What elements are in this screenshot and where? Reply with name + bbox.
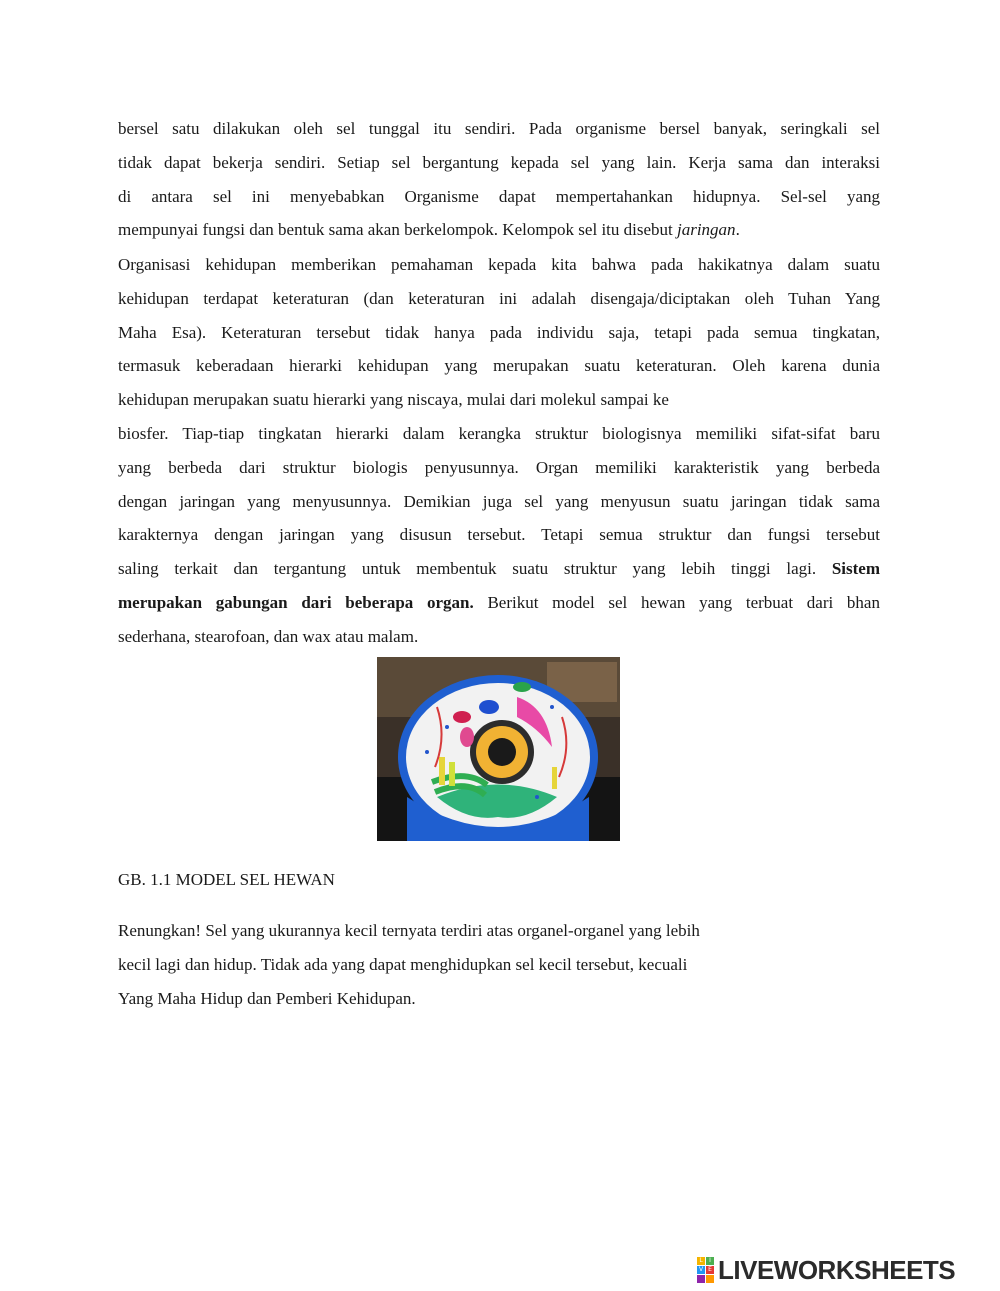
paragraph-life-organization bbox=[118, 248, 880, 417]
text-line: Maha Esa). Keteraturan tersebut tidak hanya pada individu saja, tetapi pada semua tingkatan, bbox=[118, 322, 880, 342]
bold-term: Sistem bbox=[831, 559, 880, 579]
bold-definition: merupakan gabungan dari beberapa organ. bbox=[118, 592, 474, 612]
logo-block: I bbox=[706, 1257, 714, 1265]
text-line: di antara sel ini menyebabkan Organisme dapat mempertahankan hidupnya. Sel-sel yang bbox=[118, 186, 880, 206]
text-line bbox=[118, 213, 880, 247]
cell-model-illustration bbox=[377, 657, 620, 841]
text-line: Yang Maha Hidup dan Pemberi Kehidupan. bbox=[118, 988, 416, 1008]
text-line: dengan jaringan yang menyusunnya. Demikian juga sel yang menyusun suatu jaringan tidak sama bbox=[118, 491, 880, 511]
text-line: Renungkan! Sel yang ukurannya kecil ternyata terdiri atas organel-organel yang lebih bbox=[118, 921, 700, 940]
logo-blocks-icon bbox=[697, 1257, 714, 1283]
logo-block: E bbox=[706, 1266, 714, 1274]
text-segment: mempunyai fungsi dan bentuk sama akan berkelompok. Kelompok sel itu disebut bbox=[118, 220, 677, 240]
logo-block bbox=[706, 1275, 714, 1283]
punctuation: . bbox=[735, 220, 740, 240]
paragraph-hierarchy bbox=[118, 417, 880, 654]
text-line: kehidupan merupakan suatu hierarki yang niscaya, mulai dari molekul sampai ke bbox=[118, 390, 669, 410]
text-segment: Berikut model sel hewan yang terbuat dari bhan bbox=[473, 592, 880, 612]
text-line: yang berbeda dari struktur biologis penyusunnya. Organ memiliki karakteristik yang berbeda bbox=[118, 457, 880, 477]
text-line: sederhana, stearofoan, dan wax atau malam. bbox=[118, 626, 419, 646]
text-line: biosfer. Tiap-tiap tingkatan hierarki dalam kerangka struktur biologisnya memiliki sifat-sifat baru bbox=[118, 424, 880, 443]
text-line: kehidupan terdapat keteraturan (dan keteraturan ini adalah disengaja/diciptakan oleh Tuhan Yang bbox=[118, 288, 880, 308]
text-line: termasuk keberadaan hierarki kehidupan yang merupakan suatu keteraturan. Oleh karena dunia bbox=[118, 356, 880, 376]
text-line: tidak dapat bekerja sendiri. Setiap sel bergantung kepada sel yang lain. Kerja sama dan interaksi bbox=[118, 152, 880, 172]
text-line: karakternya dengan jaringan yang disusun tersebut. Tetapi semua struktur dan fungsi tersebut bbox=[118, 525, 880, 545]
liveworksheets-watermark bbox=[697, 1255, 955, 1285]
paragraph-cells-cooperation bbox=[118, 112, 880, 247]
watermark-text: LIVEWORKSHEETS bbox=[718, 1254, 956, 1285]
text-line bbox=[118, 586, 880, 620]
text-line: Organisasi kehidupan memberikan pemahaman kepada kita bahwa pada hakikatnya dalam suatu bbox=[118, 255, 880, 274]
reflection-paragraph bbox=[118, 914, 818, 1015]
text-line: kecil lagi dan hidup. Tidak ada yang dapat menghidupkan sel kecil tersebut, kecuali bbox=[118, 954, 688, 974]
logo-block bbox=[697, 1275, 705, 1283]
italic-term: jaringan bbox=[677, 220, 736, 240]
text-line: bersel satu dilakukan oleh sel tunggal itu sendiri. Pada organisme bersel banyak, seringkali sel bbox=[118, 119, 880, 138]
animal-cell-model-photo bbox=[377, 657, 620, 841]
logo-block: L bbox=[697, 1257, 705, 1265]
text-line bbox=[118, 552, 880, 586]
figure-caption: GB. 1.1 MODEL SEL HEWAN bbox=[118, 870, 335, 889]
text-segment: saling terkait dan tergantung untuk membentuk suatu struktur yang lebih tinggi lagi. bbox=[118, 559, 832, 579]
logo-block: V bbox=[698, 1266, 704, 1273]
